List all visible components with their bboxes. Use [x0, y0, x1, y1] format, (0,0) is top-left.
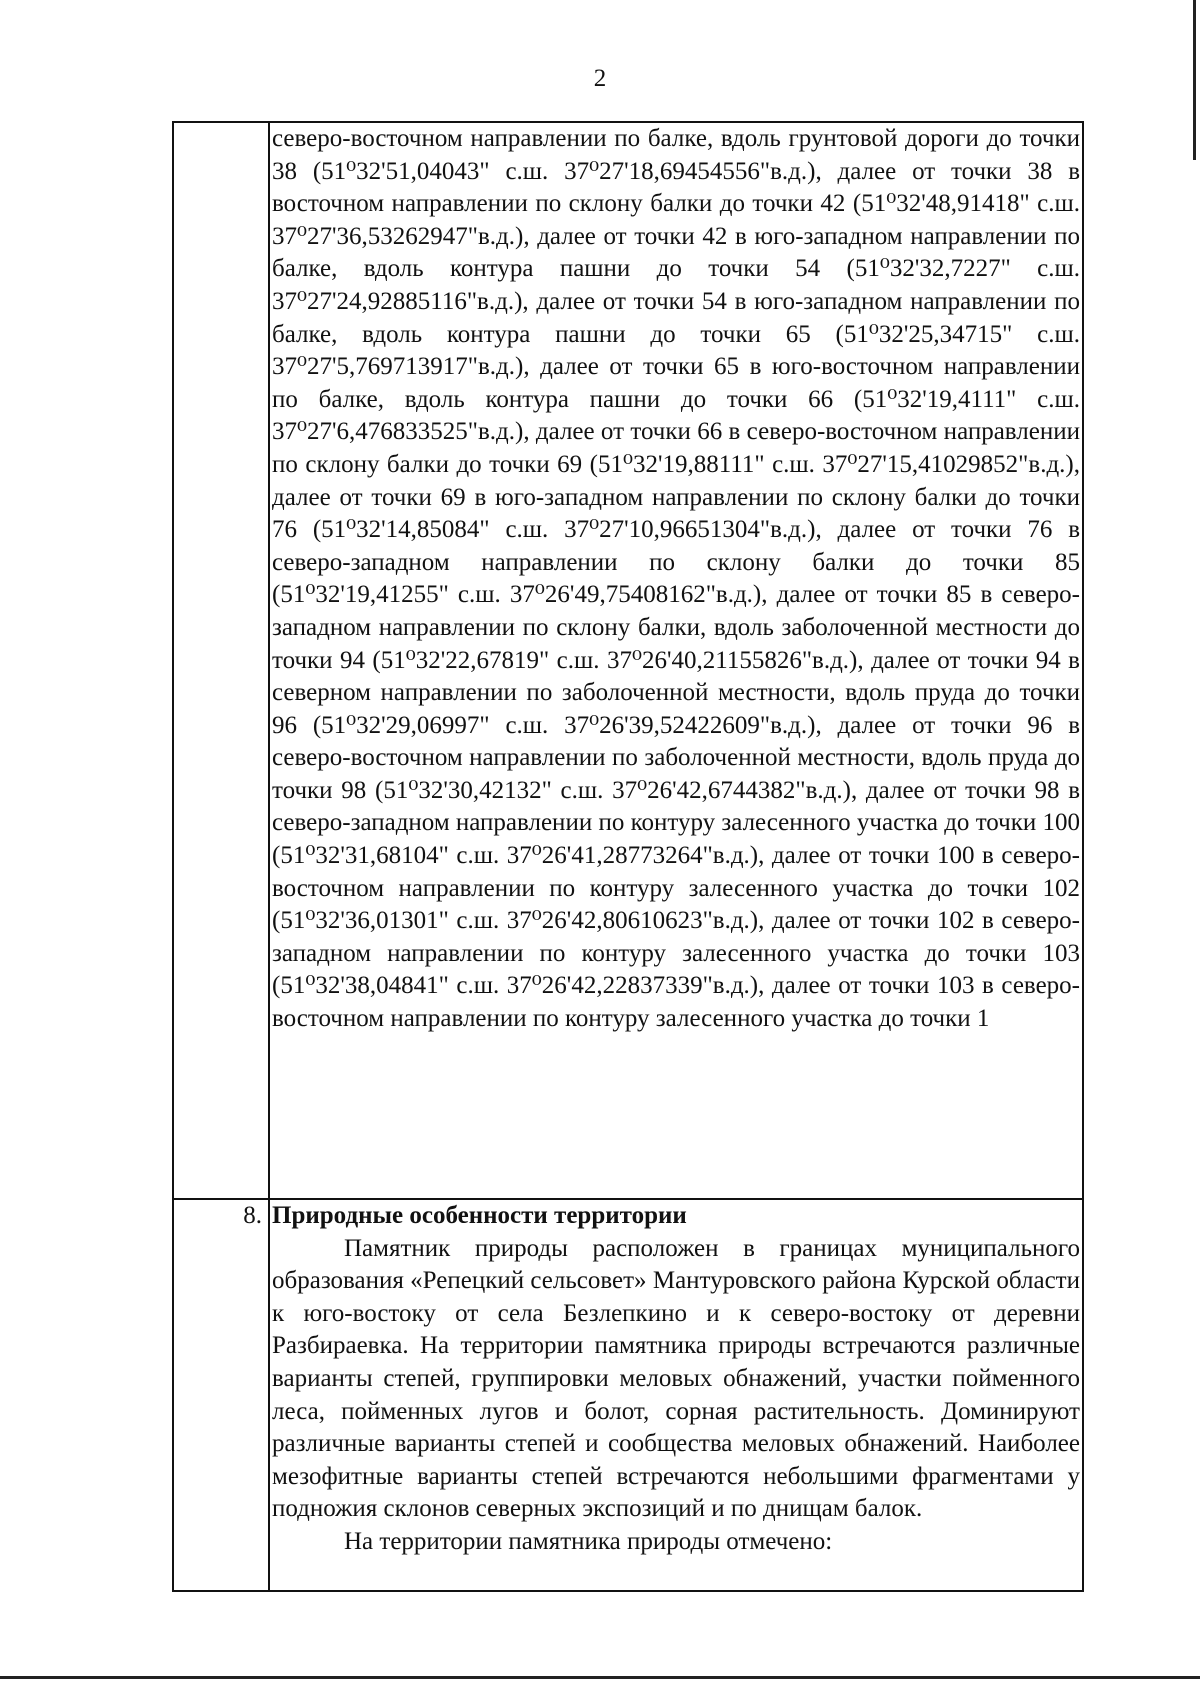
- table-row: [173, 122, 1083, 1199]
- page-number: 2: [593, 65, 607, 92]
- paragraph: Памятник природы расположен в границах муниципального образования «Репецкий сельсовет» Мантуровского района Курской области к юго-востоку от села Безлепкино и к северо-востоку от деревни Разбираевка. На территории памятника природы встречаются различные варианты степей, группировки меловых обнажений, участки пойменного леса, пойменных лугов и болот, сорная растительность. Доминируют различные варианты степей и сообщества меловых обнажений. Наиболее мезофитные варианты степей встречаются небольшими фрагментами у подножия склонов северных экспозиций и по днищам балок.: [272, 1234, 1080, 1523]
- paragraph: На территории памятника природы отмечено:: [344, 1527, 833, 1555]
- section-title: Природные особенности территории: [272, 1202, 687, 1229]
- row-text: [269, 122, 1083, 1199]
- table-row: [173, 1199, 1083, 1591]
- row-number: [173, 122, 269, 1199]
- boundary-description: северо-восточном направлении по балке, вдоль грунтовой дороги до точки 38 (51⁰32'51,04043" с.ш. 37⁰27'18,69454556"в.д.), далее от точки 38 в восточном направлении по склону балки до точки 42 (51⁰32'48,91418" с.ш. 37⁰27'36,53262947"в.д.), далее от точки 42 в юго-западном направлении по балке, вдоль контура пашни до точки 54 (51⁰32'32,7227" с.ш. 37⁰27'24,92885116"в.д.), далее от точки 54 в юго-западном направлении по балке, вдоль контура пашни до точки 65 (51⁰32'25,34715" с.ш. 37⁰27'5,769713917"в.д.), далее от точки 65 в юго-восточном направлении по балке, вдоль контура пашни до точки 66 (51⁰32'19,4111" с.ш. 37⁰27'6,476833525"в.д.), далее от точки 66 в северо-восточном направлении по склону балки до точки 69 (51⁰32'19,88111" с.ш. 37⁰27'15,41029852"в.д.), далее от точки 69 в юго-западном направлении по склону балки до точки 76 (51⁰32'14,85084" с.ш. 37⁰27'10,96651304"в.д.), далее от точки 76 в северо-западном направлении по склону балки до точки 85 (51⁰32'19,41255" с.ш. 37⁰26'49,75408162"в.д.), далее от точки 85 в северо-западном направлении по склону балки, вдоль заболоченной местности до точки 94 (51⁰32'22,67819" с.ш. 37⁰26'40,21155826"в.д.), далее от точки 94 в северном направлении по заболоченной местности, вдоль пруда до точки 96 (51⁰32'29,06997" с.ш. 37⁰26'39,52422609"в.д.), далее от точки 96 в северо-восточном направлении по заболоченной местности, вдоль пруда до точки 98 (51⁰32'30,42132" с.ш. 37⁰26'42,6744382"в.д.), далее от точки 98 в северо-западном направлении по контуру залесенного участка до точки 100 (51⁰32'31,68104" с.ш. 37⁰26'41,28773264"в.д.), далее от точки 100 в северо-восточном направлении по контуру залесенного участка до точки 102 (51⁰32'36,01301" с.ш. 37⁰26'42,80610623"в.д.), далее от точки 102 в северо-западном направлении по контуру залесенного участка до точки 103 (51⁰32'38,04841" с.ш. 37⁰26'42,22837339"в.д.), далее от точки 103 в северо-восточном направлении по контуру залесенного участка до точки 1: [272, 125, 1080, 1033]
- scan-edge-right: [1193, 0, 1196, 160]
- row-number: 8.: [173, 1199, 269, 1591]
- row-text: [269, 1199, 1083, 1591]
- document-table: [172, 121, 1084, 1592]
- scan-edge-bottom: [0, 1676, 1200, 1679]
